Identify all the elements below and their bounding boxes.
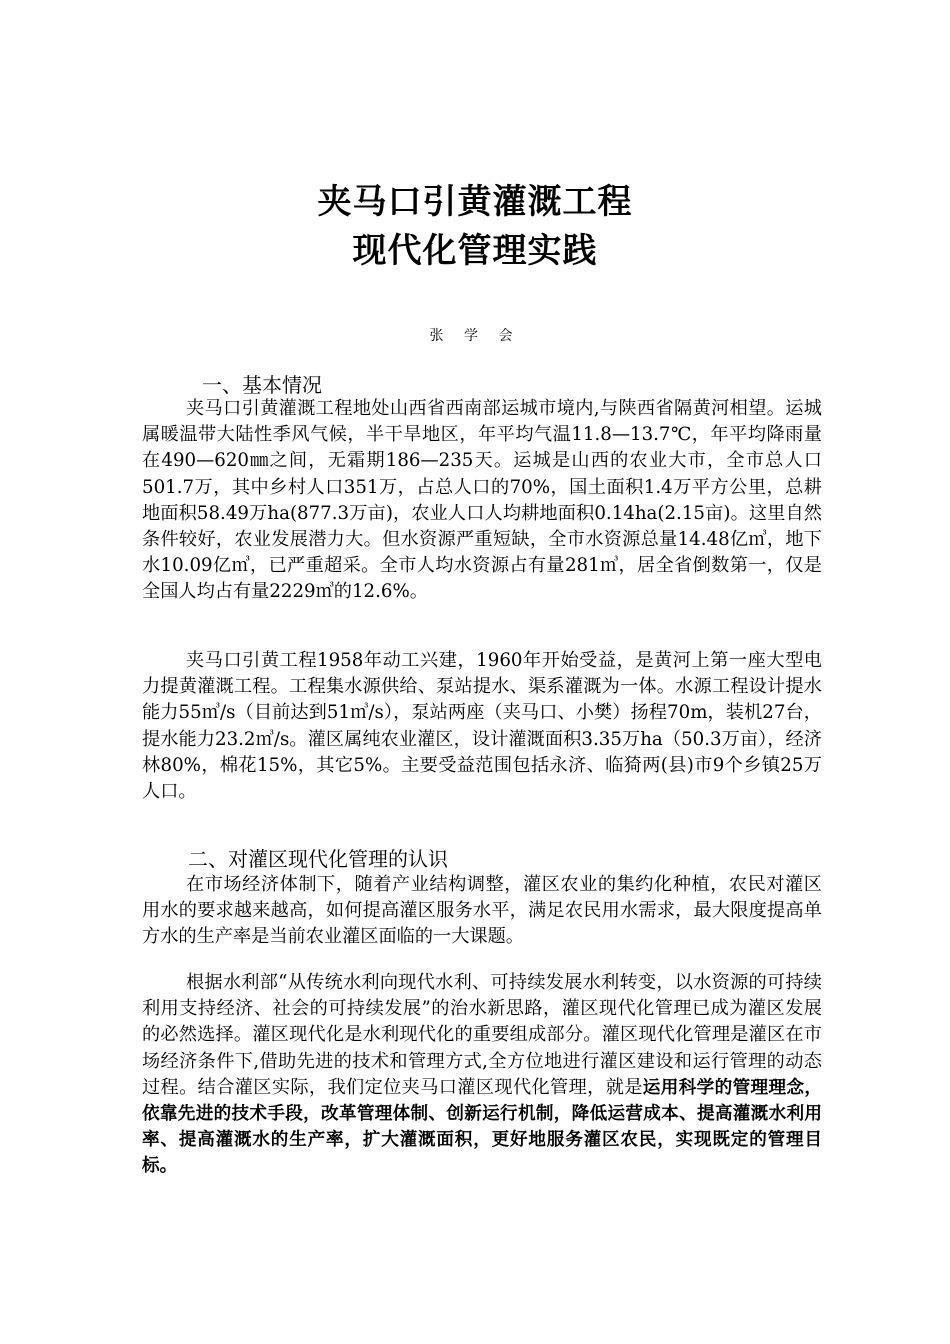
section-2-paragraph-1: 在市场经济体制下，随着产业结构调整，灌区农业的集约化种植，农民对灌区用水的要求越来越高，如何提高灌区服务水平，满足农民用水需求，最大限度提高单方水的生产率是当前农业灌区面临的一大课题。 (142, 874, 822, 948)
section-2-paragraph-2-text: 根据水利部“从传统水利向现代水利、可持续发展水利转变，以水资源的可持续利用支持经济、社会的可持续发展”的治水新思路，灌区现代化管理已成为灌区发展的必然选择。灌区现代化是水利现代化的重要组成部分。灌区现代化管理是灌区在市场经济条件下,借助先进的技术和管理方式,全方位地进行灌区建设和运行管理的动态过程。结合灌区实际，我们定位夹马口灌区现代化管理，就是 (142, 972, 822, 1098)
document-title-line-2: 现代化管理实践 (352, 231, 598, 271)
author-name: 张 学 会 (429, 328, 521, 344)
section-1-paragraph-2: 夹马口引黄工程1958年动工兴建，1960年开始受益，是黄河上第一座大型电力提黄灌溉工程。工程集水源供给、泵站提水、渠系灌溉为一体。水源工程设计提水能力55㎥/s（目前达到51㎥/s），泵站两座（夹马口、小樊）扬程70m，装机27台，提水能力23.2㎥/s。灌区属纯农业灌区，设计灌溉面积3.35万ha（50.3万亩），经济林80%，棉花15%，其它5%。主要受益范围包括永济、临猗两(县)市9个乡镇25万人口。 (142, 650, 822, 803)
section-1-heading: 一、基本情况 (202, 373, 322, 397)
section-2-paragraph-2 (142, 970, 822, 1180)
document-title-line-1: 夹马口引黄灌溉工程 (317, 182, 633, 222)
section-2-heading: 二、对灌区现代化管理的认识 (188, 847, 448, 871)
section-2-emphasis-text: 运用科学的管理理念，依靠先进的技术手段，改革管理体制、创新运行机制，降低运营成本、提高灌溉水利用率、提高灌溉水的生产率，扩大灌溉面积，更好地服务灌区农民，实现既定的管理目标。 (142, 1077, 822, 1177)
section-1-paragraph-1: 夹马口引黄灌溉工程地处山西省西南部运城市境内,与陕西省隔黄河相望。运城属暖温带大陆性季风气候，半干旱地区，年平均气温11.8—13.7℃，年平均降雨量在490—620㎜之间，无霜期186—235天。运城是山西的农业大市，全市总人口501.7万，其中乡村人口351万，占总人口的70%，国土面积1.4万平方公里，总耕地面积58.49万ha(877.3万亩)，农业人口人均耕地面积0.14ha(2.15亩)。这里自然条件较好，农业发展潜力大。但水资源严重短缺，全市水资源总量14.48亿㎥，地下水10.09亿㎥，已严重超采。全市人均水资源占有量281㎥，居全省倒数第一，仅是全国人均占有量2229㎥的12.6%。 (142, 398, 822, 603)
